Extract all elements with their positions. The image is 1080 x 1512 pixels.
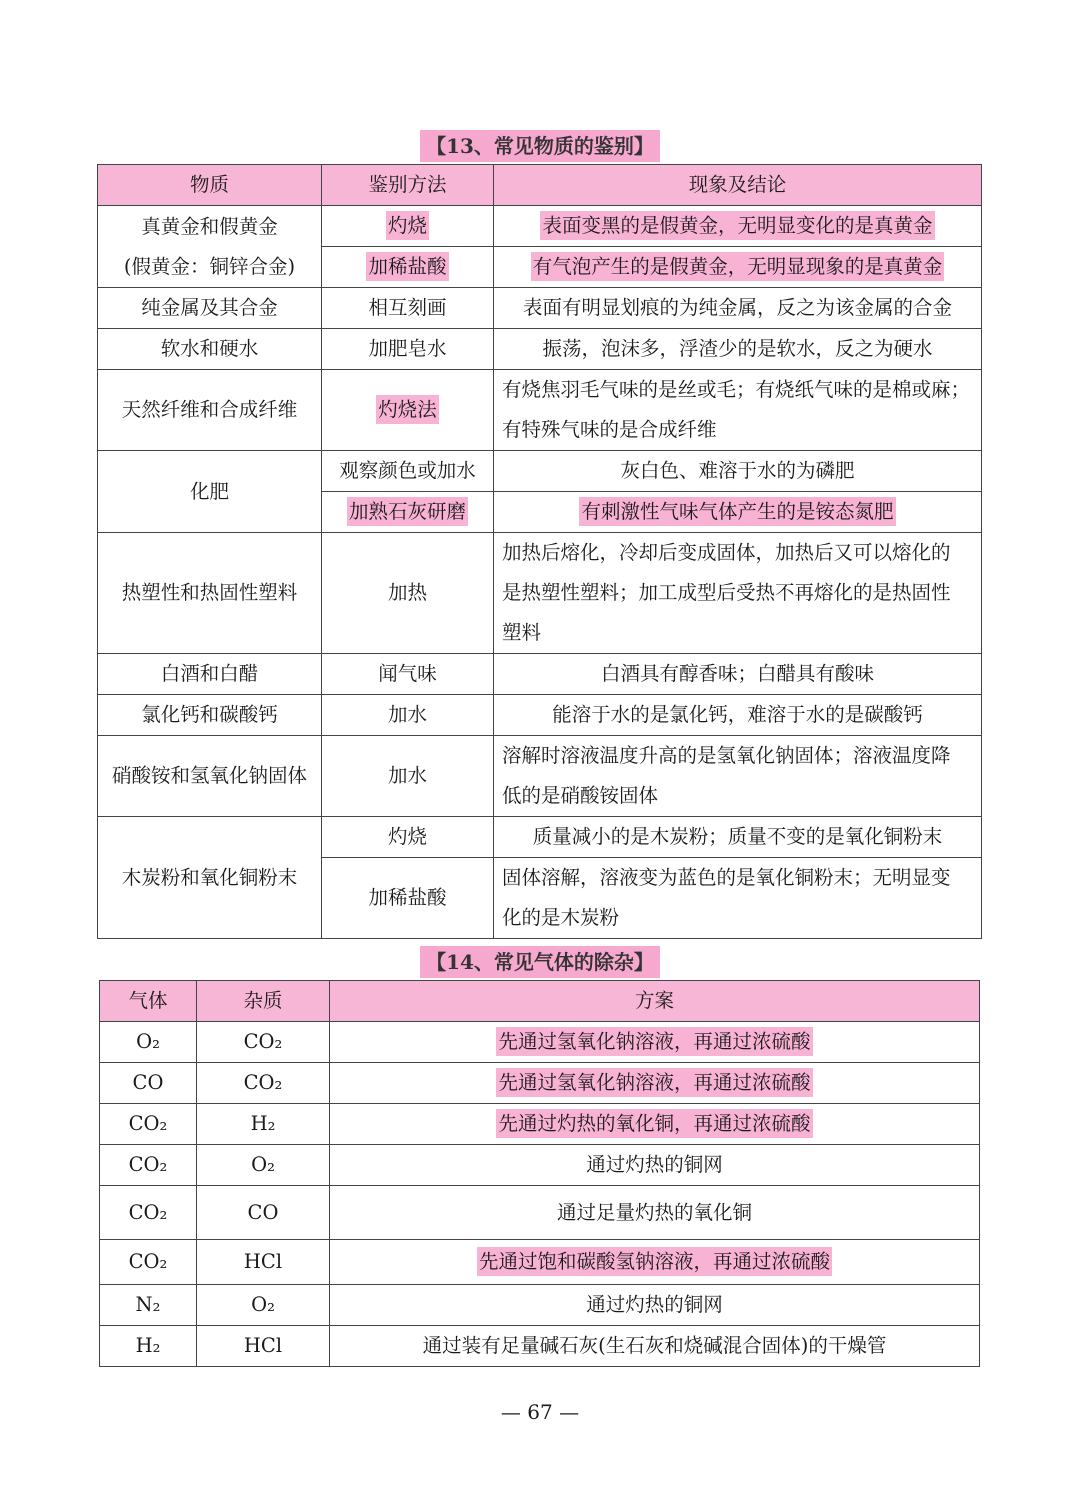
- table-row: [98, 736, 982, 817]
- highlighted-text: 先通过饱和碳酸氢钠溶液，再通过浓硫酸: [477, 1247, 832, 1276]
- highlighted-text: 表面变黑的是假黄金，无明显变化的是真黄金: [540, 211, 934, 240]
- method-cell: 加肥皂水: [322, 329, 494, 370]
- header-substance: 物质: [98, 165, 322, 206]
- table-row: [100, 1285, 980, 1326]
- method-cell: 加热: [322, 533, 494, 654]
- result-cell: 灰白色、难溶于水的为磷肥: [494, 451, 982, 492]
- result-cell: 白酒具有醇香味；白醋具有酸味: [494, 654, 982, 695]
- result-cell: [494, 736, 982, 817]
- table-row: [100, 1186, 980, 1240]
- header-plan: 方案: [330, 981, 980, 1022]
- method-cell: 加水: [322, 736, 494, 817]
- table-row: [98, 695, 982, 736]
- result-cell: [494, 247, 982, 288]
- gas-cell: CO: [100, 1063, 197, 1104]
- result-line: 化的是木炭粉: [502, 906, 620, 929]
- table-row: [98, 288, 982, 329]
- result-line: 有烧焦羽毛气味的是丝或毛；有烧纸气味的是棉或麻；: [502, 378, 971, 401]
- impurity-cell: CO: [197, 1186, 330, 1240]
- result-cell: [494, 492, 982, 533]
- table-row: [100, 1326, 980, 1367]
- method-cell: [322, 492, 494, 533]
- result-line: 加热后熔化，冷却后变成固体，加热后又可以熔化的: [502, 541, 951, 564]
- highlighted-text: 先通过灼热的氧化铜，再通过浓硫酸: [496, 1109, 812, 1138]
- impurity-cell: O₂: [197, 1145, 330, 1186]
- result-line: 是热塑性塑料；加工成型后受热不再熔化的是热固性: [502, 581, 951, 604]
- table-row: [98, 817, 982, 858]
- section-13-title: 【13、常见物质的鉴别】: [420, 130, 660, 162]
- table-row: [98, 451, 982, 492]
- gas-cell: CO₂: [100, 1145, 197, 1186]
- result-cell: [494, 858, 982, 939]
- plan-cell: [330, 1022, 980, 1063]
- highlighted-text: 灼烧: [386, 211, 429, 240]
- substance-cell: 化肥: [98, 451, 322, 533]
- table-header-row: [100, 981, 980, 1022]
- result-cell: [494, 206, 982, 247]
- result-cell: 表面有明显划痕的为纯金属，反之为该金属的合金: [494, 288, 982, 329]
- substance-line: 真黄金和假黄金: [141, 214, 278, 238]
- method-cell: 加水: [322, 695, 494, 736]
- plan-cell: 通过装有足量碱石灰(生石灰和烧碱混合固体)的干燥管: [330, 1326, 980, 1367]
- result-cell: 能溶于水的是氯化钙，难溶于水的是碳酸钙: [494, 695, 982, 736]
- table-row: [100, 1022, 980, 1063]
- impurity-cell: CO₂: [197, 1063, 330, 1104]
- section-14-title-wrap: [0, 946, 1080, 978]
- gas-cell: N₂: [100, 1285, 197, 1326]
- highlighted-text: 加熟石灰研磨: [347, 497, 468, 526]
- substance-cell: 纯金属及其合金: [98, 288, 322, 329]
- method-cell: 相互刻画: [322, 288, 494, 329]
- impurity-cell: O₂: [197, 1285, 330, 1326]
- plan-cell: 通过灼热的铜网: [330, 1145, 980, 1186]
- substance-cell: 木炭粉和氧化铜粉末: [98, 817, 322, 939]
- substance-cell: 软水和硬水: [98, 329, 322, 370]
- highlighted-text: 先通过氢氧化钠溶液，再通过浓硫酸: [496, 1068, 812, 1097]
- plan-cell: 通过足量灼热的氧化铜: [330, 1186, 980, 1240]
- highlighted-text: 先通过氢氧化钠溶液，再通过浓硫酸: [496, 1027, 812, 1056]
- substance-cell: 天然纤维和合成纤维: [98, 370, 322, 451]
- table-row: [100, 1240, 980, 1285]
- substance-cell: 热塑性和热固性塑料: [98, 533, 322, 654]
- result-cell: [494, 533, 982, 654]
- result-line: 塑料: [502, 621, 542, 644]
- section-14-title: 【14、常见气体的除杂】: [420, 946, 660, 978]
- highlighted-text: 灼烧法: [376, 395, 439, 424]
- table-header-row: [98, 165, 982, 206]
- plan-cell: 通过灼热的铜网: [330, 1285, 980, 1326]
- result-line: 溶解时溶液温度升高的是氢氧化钠固体；溶液温度降: [502, 744, 951, 767]
- table-row: [100, 1104, 980, 1145]
- result-cell: 质量减小的是木炭粉；质量不变的是氧化铜粉末: [494, 817, 982, 858]
- gas-cell: CO₂: [100, 1240, 197, 1285]
- result-cell: [494, 370, 982, 451]
- method-cell: 灼烧: [322, 817, 494, 858]
- gas-purification-table: [99, 980, 980, 1367]
- method-cell: [322, 206, 494, 247]
- page-number: — 67 —: [500, 1400, 580, 1424]
- substance-cell: 白酒和白醋: [98, 654, 322, 695]
- result-line: 固体溶解，溶液变为蓝色的是氧化铜粉末；无明显变: [502, 866, 951, 889]
- result-line: 低的是硝酸铵固体: [502, 784, 659, 807]
- method-cell: 加稀盐酸: [322, 858, 494, 939]
- section-13-title-wrap: [0, 130, 1080, 162]
- table-row: [98, 206, 982, 247]
- impurity-cell: CO₂: [197, 1022, 330, 1063]
- table-row: [100, 1145, 980, 1186]
- impurity-cell: HCl: [197, 1240, 330, 1285]
- impurity-cell: H₂: [197, 1104, 330, 1145]
- header-impurity: 杂质: [197, 981, 330, 1022]
- header-result: 现象及结论: [494, 165, 982, 206]
- table-row: [98, 654, 982, 695]
- impurity-cell: HCl: [197, 1326, 330, 1367]
- header-method: 鉴别方法: [322, 165, 494, 206]
- table-row: [98, 370, 982, 451]
- method-cell: [322, 247, 494, 288]
- result-line: 有特殊气味的是合成纤维: [502, 418, 717, 441]
- gas-cell: H₂: [100, 1326, 197, 1367]
- highlighted-text: 有气泡产生的是假黄金，无明显现象的是真黄金: [531, 252, 945, 281]
- identification-table: [97, 164, 982, 939]
- gas-cell: CO₂: [100, 1186, 197, 1240]
- table-row: [98, 329, 982, 370]
- plan-cell: [330, 1104, 980, 1145]
- highlighted-text: 加稀盐酸: [366, 252, 448, 281]
- gas-cell: CO₂: [100, 1104, 197, 1145]
- table-row: [98, 533, 982, 654]
- header-gas: 气体: [100, 981, 197, 1022]
- substance-cell: 硝酸铵和氢氧化钠固体: [98, 736, 322, 817]
- substance-line: (假黄金：铜锌合金): [123, 254, 296, 278]
- substance-cell: 氯化钙和碳酸钙: [98, 695, 322, 736]
- plan-cell: [330, 1063, 980, 1104]
- result-cell: 振荡，泡沫多，浮渣少的是软水，反之为硬水: [494, 329, 982, 370]
- substance-cell: [98, 206, 322, 288]
- method-cell: [322, 370, 494, 451]
- table-row: [100, 1063, 980, 1104]
- gas-cell: O₂: [100, 1022, 197, 1063]
- method-cell: 闻气味: [322, 654, 494, 695]
- plan-cell: [330, 1240, 980, 1285]
- highlighted-text: 有刺激性气味气体产生的是铵态氮肥: [579, 497, 895, 526]
- method-cell: 观察颜色或加水: [322, 451, 494, 492]
